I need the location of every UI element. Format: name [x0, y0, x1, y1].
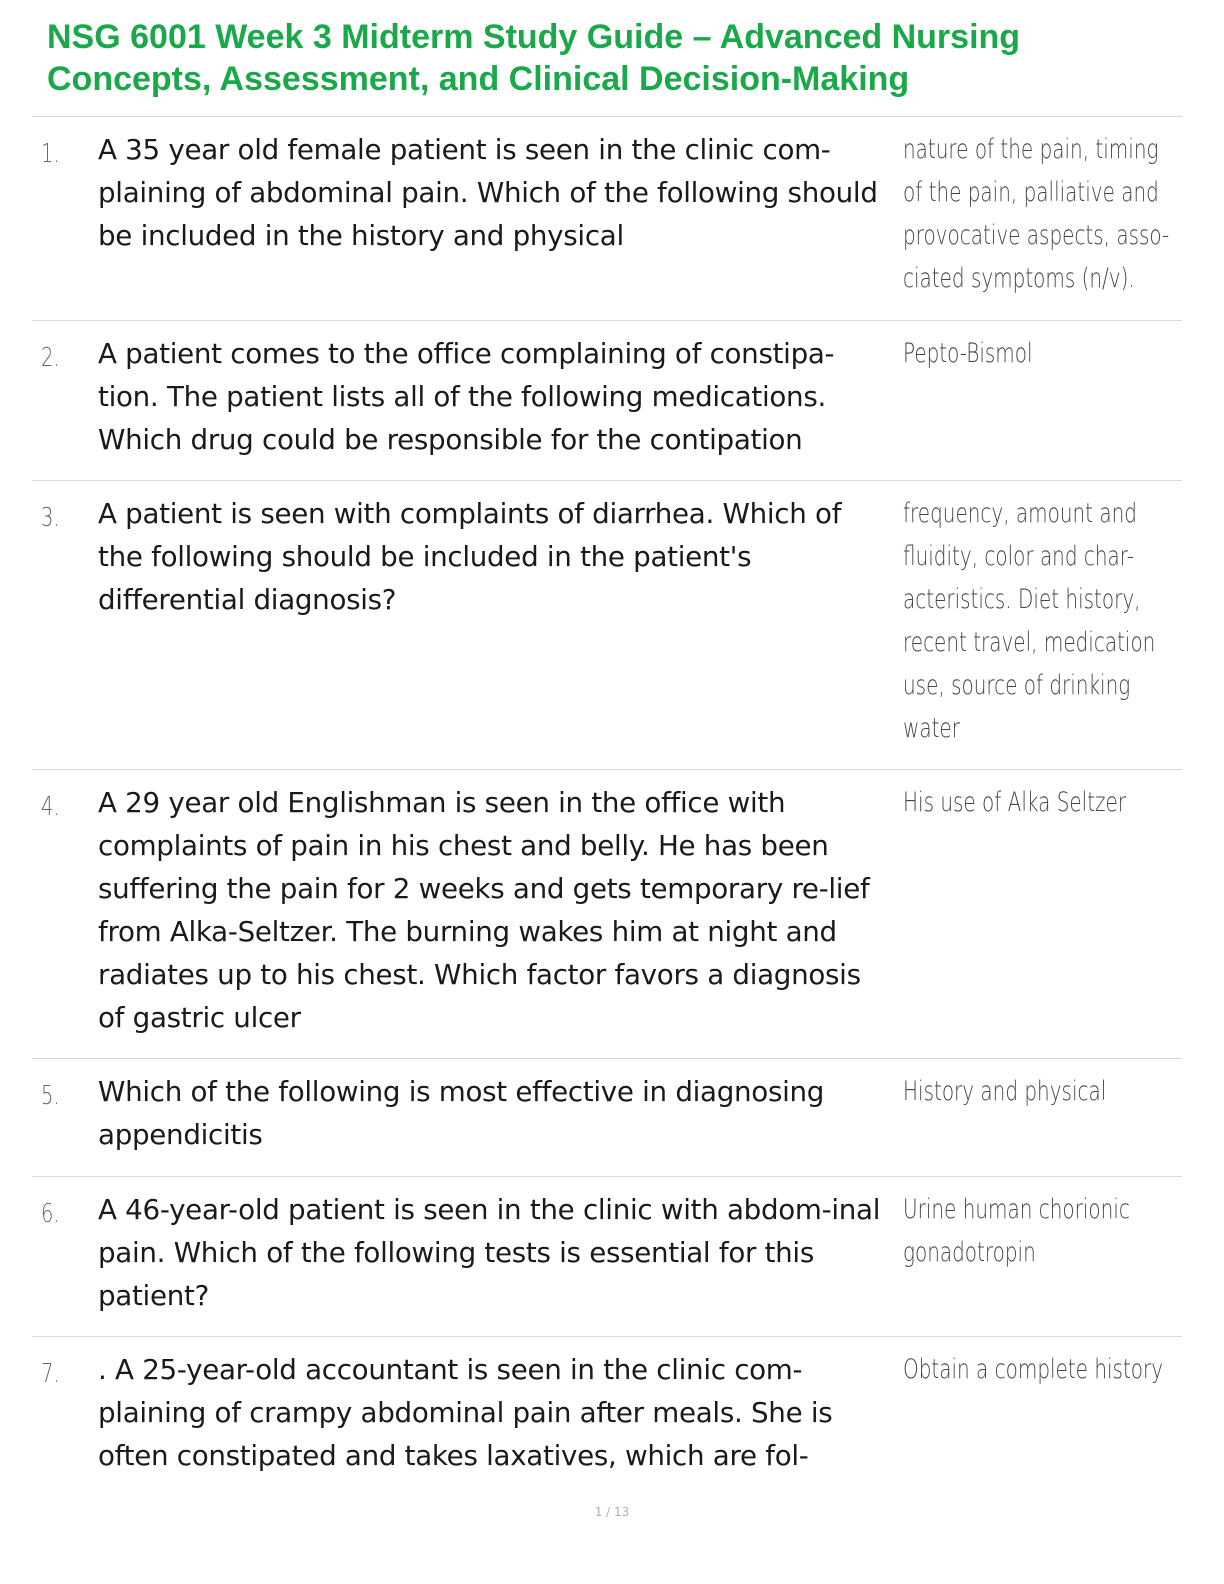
flashcard-item — [32, 1337, 1182, 1497]
card-number: 5. — [41, 1081, 60, 1111]
flashcard-item — [32, 321, 1182, 481]
card-answer — [903, 1070, 1171, 1113]
card-question: A patient is seen with complaints of diarrhea. Which of the following should be included in the patient's differential diagnosis? — [98, 497, 842, 616]
card-answer — [903, 128, 1171, 300]
flashcard-item — [32, 481, 1182, 770]
card-number: 4. — [41, 792, 60, 822]
document-title: NSG 6001 Week 3 Midterm Study Guide – Advanced Nursing Concepts, Assessment, and Clinical Decision-Making — [47, 18, 1021, 98]
card-answer-text: frequency, amount and fluidity, color and char-acteristics. Diet history, recent travel, medication use, source of drinking water — [903, 498, 1156, 744]
card-answer-text: Obtain a complete history — [903, 1354, 1164, 1385]
card-question: A 29 year old Englishman is seen in the office with complaints of pain in his chest and belly. He has been suffering the pain for 2 weeks and gets temporary re-lief from Alka-Seltzer. The burning wakes him at night and radiates up to his chest. Which factor favors a diagnosis of gastric ulcer — [98, 786, 870, 1034]
card-answer — [903, 1188, 1171, 1274]
card-question: A 35 year old female patient is seen in the clinic com-plaining of abdominal pain. Which of the following should be included in the history and physical — [98, 133, 878, 252]
flashcard-item — [32, 1059, 1182, 1177]
card-number: 3. — [41, 503, 60, 533]
card-number: 2. — [41, 343, 60, 373]
card-question: Which of the following is most effective in diagnosing appendicitis — [98, 1075, 825, 1151]
card-answer-text: Pepto-Bismol — [903, 338, 1033, 369]
card-answer-text: His use of Alka Seltzer — [903, 787, 1127, 818]
card-answer — [903, 492, 1171, 750]
flashcard-item — [32, 770, 1182, 1059]
card-number: 1. — [41, 139, 60, 169]
card-question: . A 25-year-old accountant is seen in the clinic com-plaining of crampy abdominal pain after meals. She is often constipated and takes laxatives, which are fol- — [98, 1353, 833, 1472]
card-answer-text: History and physical — [903, 1076, 1107, 1107]
card-number: 7. — [41, 1359, 60, 1389]
page-indicator: 1 / 13 — [594, 1505, 630, 1519]
card-answer-text: nature of the pain, timing of the pain, palliative and provocative aspects, asso-ciated symptoms (n/v). — [903, 134, 1170, 294]
card-answer — [903, 781, 1171, 824]
card-answer — [903, 1348, 1171, 1391]
card-question: A patient comes to the office complaining of constipa-tion. The patient lists all of the following medications. Which drug could be responsible for the contipation — [98, 337, 835, 456]
flashcard-item — [32, 1177, 1182, 1337]
card-question: A 46-year-old patient is seen in the clinic with abdom-inal pain. Which of the following tests is essential for this patient? — [98, 1193, 881, 1312]
card-answer-text: Urine human chorionic gonadotropin — [903, 1194, 1130, 1268]
card-number: 6. — [41, 1199, 60, 1229]
card-answer — [903, 332, 1171, 375]
flashcard-list — [32, 117, 1182, 1497]
flashcard-item — [32, 117, 1182, 321]
